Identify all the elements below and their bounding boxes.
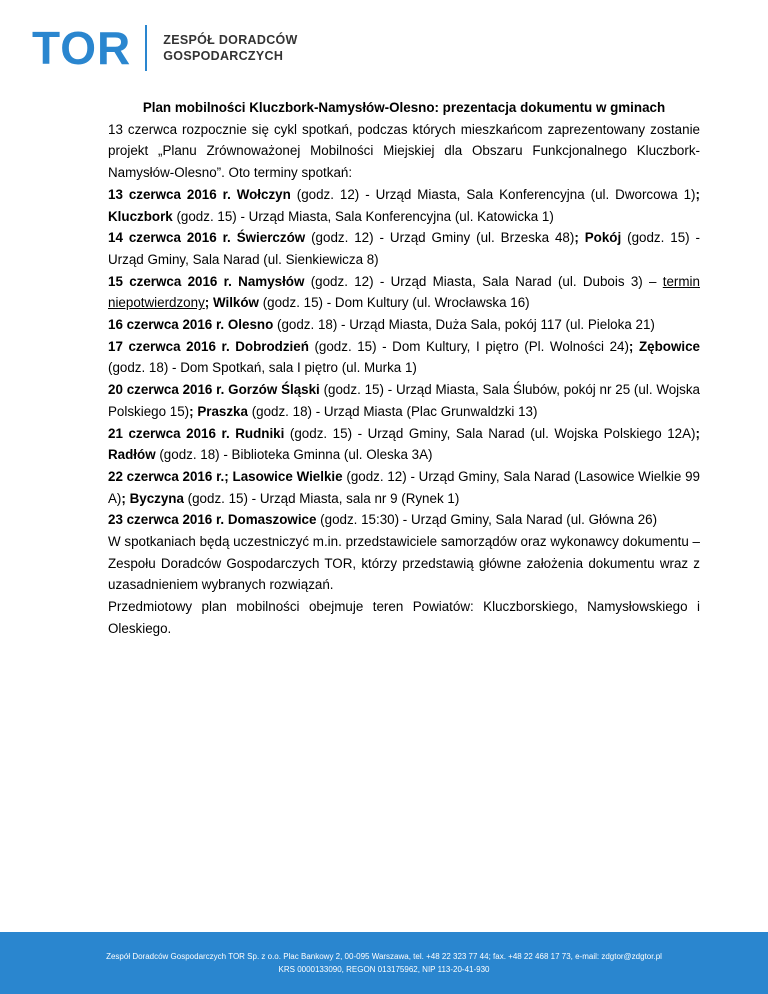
meeting-place: Kluczbork <box>108 208 173 224</box>
company-name <box>163 32 297 64</box>
meeting-place: Dobrodzień <box>235 338 309 354</box>
schedule-day: 17 czerwca 2016 r. Dobrodzień (godz. 15) - Dom Kultury, I piętro (Pl. Wolności 24); Zębowice (godz. 18) - Dom Spotkań, sala I piętro (ul. Murka 1) <box>108 338 700 376</box>
meeting-place: Zębowice <box>638 338 700 354</box>
meeting-details: (godz. 18) - Dom Spotkań, sala I piętro (ul. Murka 1) <box>108 360 417 376</box>
meeting-details: (godz. 15) - Urząd Miasta, sala nr 9 (Rynek 1) <box>183 490 460 506</box>
meeting-details: (godz. 12) - Urząd Miasta, Sala Narad (ul. Dubois 3) – <box>304 273 663 289</box>
meeting-date: 16 czerwca 2016 r. <box>108 317 225 333</box>
meeting-details: (godz. 18) - Biblioteka Gminna (ul. Oleska 3A) <box>155 447 433 463</box>
schedule-day: 14 czerwca 2016 r. Świerczów (godz. 12) - Urząd Gminy (ul. Brzeska 48); Pokój (godz. 15) - Urząd Gminy, Sala Narad (ul. Sienkiewicza 8) <box>108 230 700 267</box>
footer <box>0 932 768 994</box>
participants-paragraph: W spotkaniach będą uczestniczyć m.in. przedstawiciele samorządów oraz wykonawcy dokumentu – Zespołu Doradców Gospodarczych TOR, którzy przedstawią główne założenia dokumentu wraz z uzasadnieniem wybranych rozwiązań. <box>108 534 700 593</box>
meeting-details: (godz. 15) - Dom Kultury (ul. Wrocławska 16) <box>258 295 530 311</box>
unconfirmed-note: termin niepotwierdzony <box>108 273 700 311</box>
schedule-day: 15 czerwca 2016 r. Namysłów (godz. 12) - Urząd Miasta, Sala Narad (ul. Dubois 3) – termin niepotwierdzony; Wilków (godz. 15) - Dom Kultury (ul. Wrocławska 16) <box>108 273 700 311</box>
meeting-details: (godz. 18) - Urząd Miasta (Plac Grunwaldzki 13) <box>247 403 538 419</box>
meeting-details: (godz. 15) - Urząd Gminy, Sala Narad (ul. Sienkiewicza 8) <box>108 230 700 267</box>
meeting-date: 13 czerwca 2016 r. <box>108 186 231 202</box>
meeting-details: (godz. 15) - Dom Kultury, I piętro (Pl. Wolności 24) <box>308 338 629 354</box>
letterhead <box>32 24 298 72</box>
meeting-details: (godz. 15) - Urząd Miasta, Sala Konferencyjna (ul. Katowicka 1) <box>172 208 554 224</box>
meeting-date: 20 czerwca 2016 r. <box>108 382 225 398</box>
meeting-date: 17 czerwca 2016 r. <box>108 338 230 354</box>
meeting-date: 15 czerwca 2016 r. <box>108 273 232 289</box>
meeting-details: (godz. 15) - Urząd Miasta, Sala Ślubów, pokój nr 25 (ul. Wojska Polskiego 15) <box>108 382 700 419</box>
company-name-line1: ZESPÓŁ DORADCÓW <box>163 33 298 47</box>
schedule-day: 21 czerwca 2016 r. Rudniki (godz. 15) - Urząd Gminy, Sala Narad (ul. Wojska Polskiego 12A); Radłów (godz. 18) - Biblioteka Gminna (ul. Oleska 3A) <box>108 425 700 463</box>
logo-divider <box>145 25 147 71</box>
schedule-day: 20 czerwca 2016 r. Gorzów Śląski (godz. 15) - Urząd Miasta, Sala Ślubów, pokój nr 25 (ul. Wojska Polskiego 15); Praszka (godz. 18) - Urząd Miasta (Plac Grunwaldzki 13) <box>108 382 700 419</box>
schedule-day <box>108 314 700 336</box>
meeting-date: 23 czerwca 2016 r. <box>108 512 225 528</box>
company-name-line2: GOSPODARCZYCH <box>163 49 284 63</box>
schedule-day <box>108 509 700 531</box>
meeting-details: (godz. 12) - Urząd Gminy (ul. Brzeska 48) <box>305 230 575 246</box>
meeting-place: Wilków <box>212 295 259 311</box>
document-body <box>108 97 700 640</box>
meeting-place: Świerczów <box>236 230 306 246</box>
meeting-place: Radłów <box>108 447 156 463</box>
meeting-place: Byczyna <box>129 490 184 506</box>
document-title: Plan mobilności Kluczbork-Namysłów-Olesno: prezentacja dokumentu w gminach <box>142 100 666 115</box>
schedule-day: 22 czerwca 2016 r.; Lasowice Wielkie (godz. 12) - Urząd Gminy, Sala Narad (Lasowice Wielkie 99 A); Byczyna (godz. 15) - Urząd Miasta, sala nr 9 (Rynek 1) <box>108 468 700 506</box>
meeting-date: 14 czerwca 2016 r. <box>108 230 231 246</box>
footer-address: Zespół Doradców Gospodarczych TOR Sp. z o.o. Plac Bankowy 2, 00-095 Warszawa, tel. +48 22 323 77 44; fax. +48 22 468 17 73, e-mail: zdgtor@zdgtor.pl <box>106 952 662 961</box>
meeting-details: (godz. 18) - Urząd Miasta, Duża Sala, pokój 117 (ul. Pieloka 21) <box>273 317 655 333</box>
footer-registration: KRS 0000133090, REGON 013175962, NIP 113-20-41-930 <box>278 965 490 974</box>
meeting-place: Pokój <box>584 230 622 246</box>
meeting-place: Rudniki <box>235 425 285 441</box>
meeting-schedule <box>108 184 700 531</box>
meeting-place: Namysłów <box>238 273 305 289</box>
meeting-details: (godz. 15:30) - Urząd Gminy, Sala Narad (ul. Główna 26) <box>316 512 658 528</box>
meeting-place: Domaszowice <box>227 512 317 528</box>
meeting-place: Gorzów Śląski <box>228 382 320 398</box>
intro-paragraph: 13 czerwca rozpocznie się cykl spotkań, podczas których mieszkańcom zaprezentowany zostanie projekt „Planu Zrównoważonej Mobilności Miejskiej dla Obszaru Funkcjonalnego Kluczbork-Namysłów-Olesno”. Oto terminy spotkań: <box>108 121 700 181</box>
meeting-place: Wołczyn <box>236 186 291 202</box>
schedule-day: 13 czerwca 2016 r. Wołczyn (godz. 12) - Urząd Miasta, Sala Konferencyjna (ul. Dworcowa 1); Kluczbork (godz. 15) - Urząd Miasta, Sala Konferencyjna (ul. Katowicka 1) <box>108 186 700 224</box>
meeting-place: Olesno <box>227 317 274 333</box>
meeting-date: 21 czerwca 2016 r. <box>108 425 230 441</box>
coverage-paragraph: Przedmiotowy plan mobilności obejmuje teren Powiatów: Kluczborskiego, Namysłowskiego i Oleskiego. <box>108 599 700 636</box>
meeting-date: 22 czerwca 2016 r.; <box>108 468 229 484</box>
meeting-place: Praszka <box>197 403 248 419</box>
meeting-details: (godz. 12) - Urząd Miasta, Sala Konferencyjna (ul. Dworcowa 1) <box>290 186 696 202</box>
meeting-details: (godz. 15) - Urząd Gminy, Sala Narad (ul. Wojska Polskiego 12A) <box>284 425 696 441</box>
meeting-place: Lasowice Wielkie <box>232 468 343 484</box>
tor-logo: TOR <box>32 22 132 74</box>
meeting-details: (godz. 12) - Urząd Gminy, Sala Narad (Lasowice Wielkie 99 A) <box>108 468 700 506</box>
